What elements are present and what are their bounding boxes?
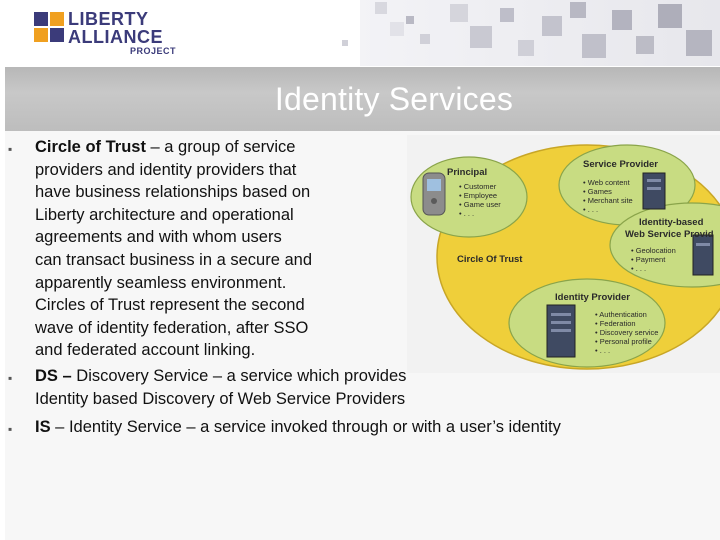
bullet-marker: ▪: [8, 371, 13, 385]
service-provider-item: • Games: [583, 187, 612, 196]
server-icon: [693, 235, 713, 275]
bullet-marker: ▪: [8, 422, 13, 436]
bullet-line: – a group of service: [145, 138, 296, 156]
mobile-phone-icon: [423, 173, 445, 215]
bullet-line: providers and identity providers that: [35, 160, 297, 179]
bullet-line: can transact business in a secure and: [35, 250, 312, 269]
identity-based-item: • Geolocation: [631, 246, 676, 255]
identity-provider-item: • Federation: [595, 319, 636, 328]
circle-of-trust-label: Circle Of Trust: [457, 254, 523, 265]
bullet-line: agreements and with whom users: [35, 228, 282, 247]
identity-provider-item: • Discovery service: [595, 328, 659, 337]
page-title: Identity Services: [274, 81, 514, 117]
principal-item: • Game user: [459, 200, 501, 209]
bullet-line: Discovery Service – a service which provides: [71, 367, 407, 385]
title-bar: [5, 67, 720, 131]
bullet-line: apparently seamless environment.: [35, 273, 287, 292]
bullet-term: Circle of Trust: [35, 138, 146, 156]
identity-provider-title: Identity Provider: [555, 292, 630, 303]
principal-item: • . . .: [459, 209, 475, 218]
bullet-marker: ▪: [8, 142, 13, 156]
identity-based-item: • Payment: [631, 255, 666, 264]
principal-item: • Employee: [459, 191, 498, 200]
logo-line-2: ALLIANCE: [68, 27, 163, 47]
logo-line-1: LIBERTY: [68, 9, 149, 29]
service-provider-title: Service Provider: [583, 159, 658, 170]
identity-provider-item: • Personal profile: [595, 337, 652, 346]
logo-line-3: PROJECT: [130, 46, 177, 56]
identity-based-title: Identity-based: [639, 217, 704, 228]
identity-provider-item: • . . .: [595, 346, 611, 355]
bullet-term: IS: [35, 418, 51, 436]
principal-title: Principal: [447, 167, 488, 178]
service-provider-item: • Merchant site: [583, 196, 633, 205]
bullet-line: have business relationships based on: [35, 183, 311, 202]
identity-provider-item: • Authentication: [595, 310, 647, 319]
bullet-line: Liberty architecture and operational: [35, 205, 294, 224]
bullet-line: Circles of Trust represent the second: [35, 296, 305, 315]
principal-item: • Customer: [459, 182, 497, 191]
server-icon: [643, 173, 665, 209]
identity-based-item: • . . .: [631, 264, 647, 273]
bullet-line: – Identity Service – a service invoked through or with a user’s identity: [50, 418, 561, 436]
bullet-circle-of-trust: [35, 136, 405, 362]
bullet-line: wave of identity federation, after SSO: [35, 318, 309, 337]
service-provider-item: • . . .: [583, 205, 599, 214]
server-icon: [547, 305, 575, 357]
bullet-line: Identity based Discovery of Web Service Providers: [35, 389, 406, 408]
decorative-squares: [320, 0, 720, 66]
service-provider-item: • Web content: [583, 178, 630, 187]
bullet-term: DS –: [35, 367, 72, 385]
bullet-line: and federated account linking.: [35, 341, 256, 360]
bullet-identity-service: [35, 416, 655, 439]
logo-mark-icon: [34, 12, 68, 48]
circle-of-trust-diagram: [407, 135, 720, 373]
liberty-alliance-logo: [34, 8, 234, 58]
identity-based-title: Web Service Provid: [625, 229, 714, 240]
